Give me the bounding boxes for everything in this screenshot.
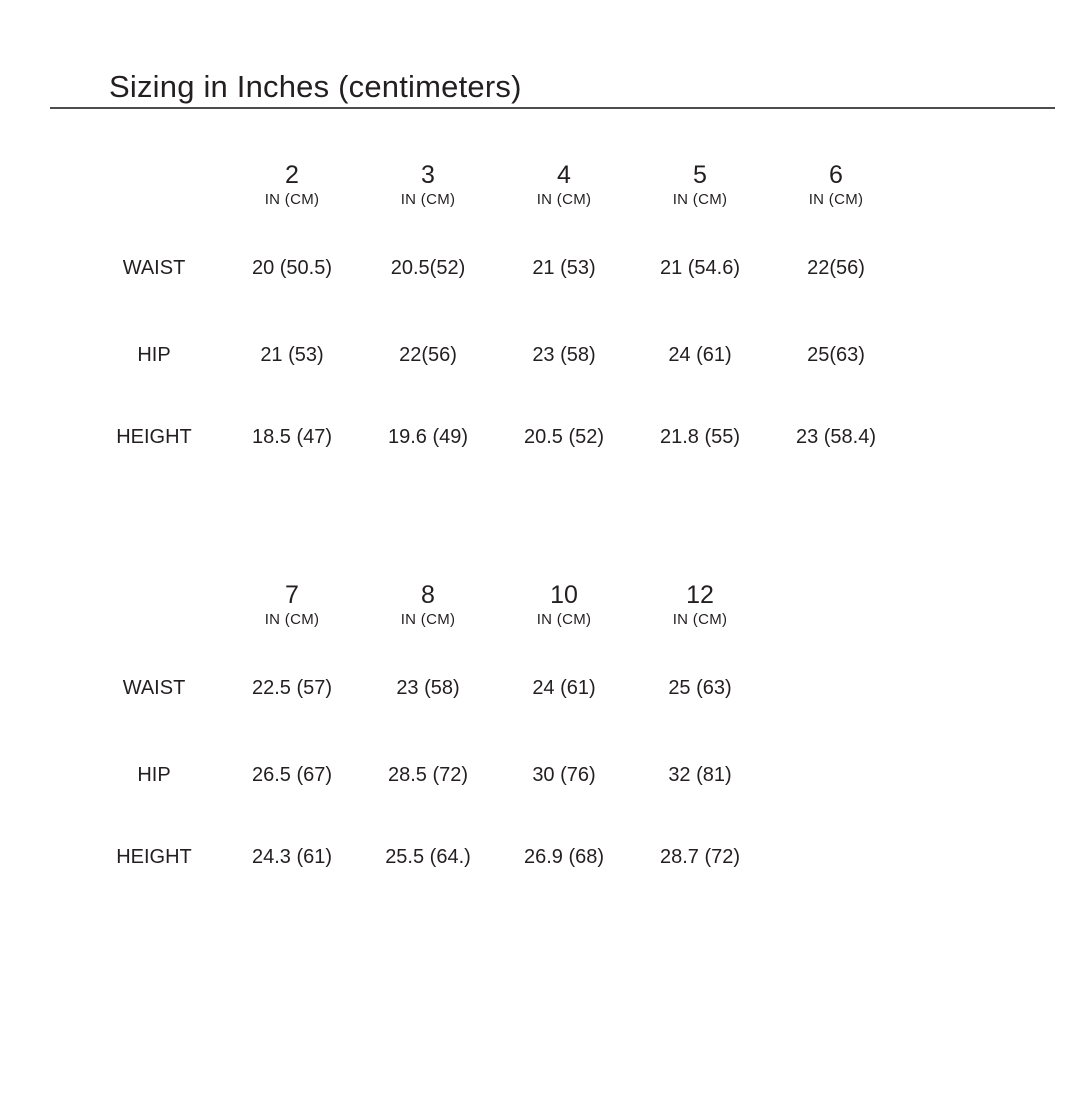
column-unit-label: IN (CM) (536, 191, 592, 209)
table-cell: 30 (76) (532, 763, 596, 786)
column-size-label: 8 (421, 581, 435, 609)
table-header-row (84, 148, 904, 222)
table-cell: 20.5 (52) (523, 425, 605, 448)
table-cell: 25(63) (807, 343, 865, 366)
table-row (84, 396, 904, 478)
table-cell: 21.8 (55) (659, 425, 741, 448)
table-cell: 24 (61) (668, 343, 732, 366)
table-cell: 21 (53) (532, 256, 596, 279)
column-size-label: 4 (557, 161, 571, 189)
header-corner-blank (84, 148, 224, 222)
size-table-2-to-6 (84, 148, 904, 478)
table-cell: 22(56) (399, 343, 457, 366)
column-size-label: 3 (421, 161, 435, 189)
column-size-label: 6 (829, 161, 843, 189)
table-cell: 24 (61) (532, 676, 596, 699)
table-cell: 22(56) (807, 256, 865, 279)
page-title-block (50, 68, 1055, 109)
table-cell: 23 (58.4) (795, 425, 877, 448)
column-unit-label: IN (CM) (400, 611, 456, 629)
table-cell: 19.6 (49) (387, 425, 469, 448)
column-header-size (632, 568, 768, 642)
header-spacer (768, 568, 904, 642)
table-row (84, 816, 904, 898)
table-cell: 23 (58) (396, 676, 460, 699)
column-unit-label: IN (CM) (672, 191, 728, 209)
column-size-label: 10 (550, 581, 578, 609)
row-spacer (768, 642, 904, 734)
column-header-size (224, 568, 360, 642)
column-unit-label: IN (CM) (264, 611, 320, 629)
table-cell: 20.5(52) (390, 256, 466, 279)
row-label: HEIGHT (116, 425, 192, 448)
table-cell: 28.7 (72) (659, 845, 741, 868)
table-cell: 23 (58) (532, 343, 596, 366)
table-cell: 25.5 (64.) (385, 845, 471, 868)
table-header-row (84, 568, 904, 642)
column-header-size (224, 148, 360, 222)
column-unit-label: IN (CM) (536, 611, 592, 629)
row-spacer (768, 734, 904, 816)
row-label: WAIST (122, 256, 186, 279)
column-size-label: 7 (285, 581, 299, 609)
table-cell: 20 (50.5) (251, 256, 333, 279)
column-header-size (360, 148, 496, 222)
row-label: HEIGHT (116, 845, 192, 868)
row-label: WAIST (122, 676, 186, 699)
column-header-size (768, 148, 904, 222)
row-spacer (768, 816, 904, 898)
table-cell: 25 (63) (668, 676, 732, 699)
column-header-size (632, 148, 768, 222)
column-size-label: 2 (285, 161, 299, 189)
table-cell: 21 (53) (260, 343, 324, 366)
table-cell: 26.5 (67) (251, 763, 333, 786)
column-header-size (360, 568, 496, 642)
column-size-label: 5 (693, 161, 707, 189)
table-row (84, 734, 904, 816)
column-unit-label: IN (CM) (672, 611, 728, 629)
table-row (84, 314, 904, 396)
row-label: HIP (137, 763, 171, 786)
title-divider (50, 107, 1055, 109)
column-unit-label: IN (CM) (808, 191, 864, 209)
table-cell: 18.5 (47) (251, 425, 333, 448)
page-title: Sizing in Inches (centimeters) (109, 69, 522, 104)
table-cell: 26.9 (68) (523, 845, 605, 868)
table-row (84, 642, 904, 734)
size-table-7-to-12 (84, 568, 904, 898)
column-header-size (496, 148, 632, 222)
table-cell: 28.5 (72) (387, 763, 469, 786)
table-row (84, 222, 904, 314)
column-unit-label: IN (CM) (400, 191, 456, 209)
column-unit-label: IN (CM) (264, 191, 320, 209)
table-cell: 32 (81) (668, 763, 732, 786)
table-cell: 24.3 (61) (251, 845, 333, 868)
column-header-size (496, 568, 632, 642)
column-size-label: 12 (686, 581, 714, 609)
header-corner-blank (84, 568, 224, 642)
row-label: HIP (137, 343, 171, 366)
table-cell: 21 (54.6) (659, 256, 741, 279)
table-cell: 22.5 (57) (251, 676, 333, 699)
